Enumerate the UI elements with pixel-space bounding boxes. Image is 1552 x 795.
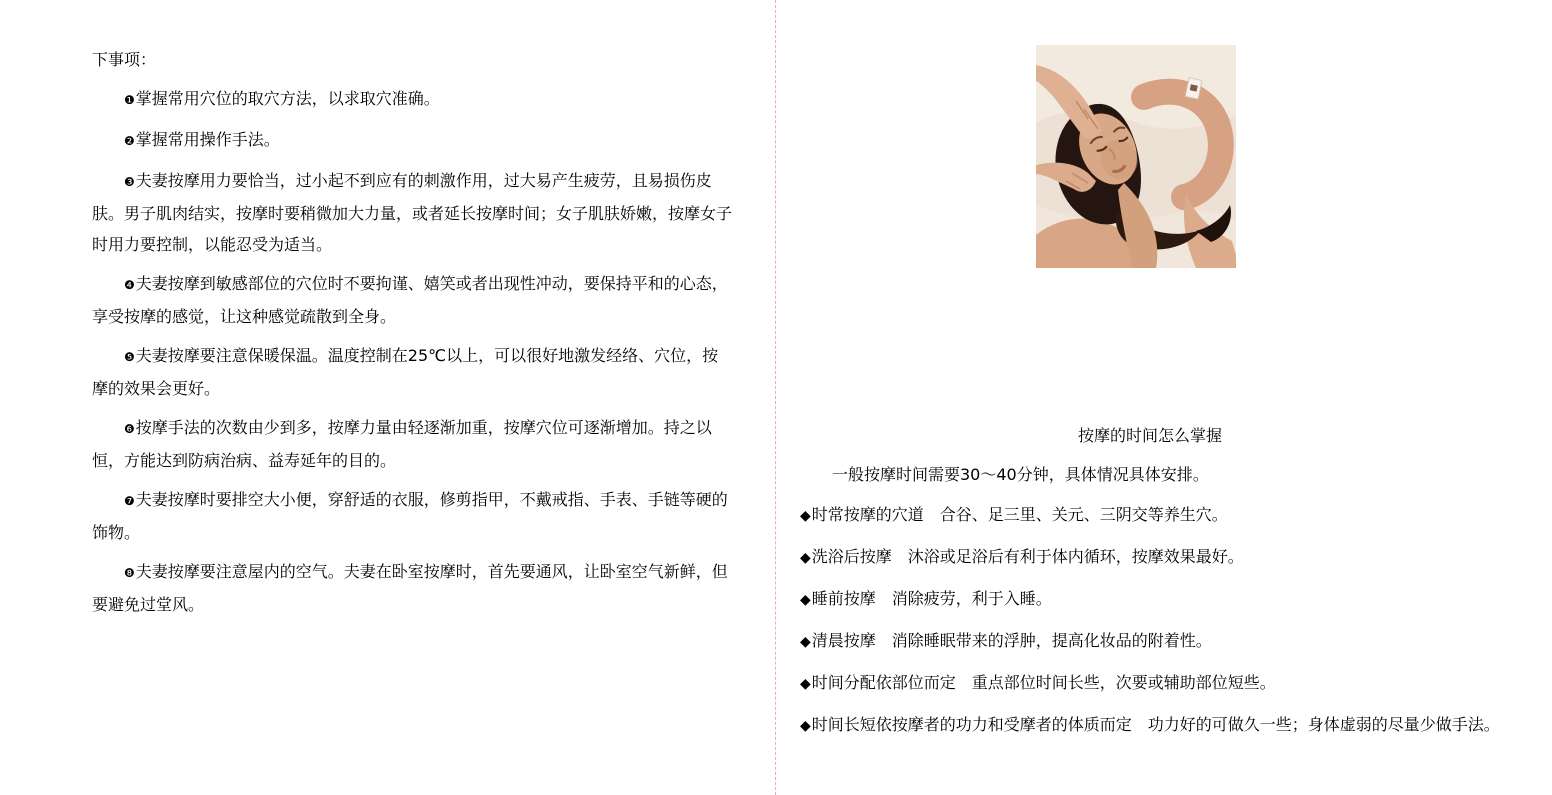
bullet-item-5 <box>92 340 733 404</box>
tip-item-2 <box>800 541 1500 574</box>
bullet-item-4 <box>92 268 733 332</box>
bullet-text: 夫妻按摩要注意保暖保温。温度控制在25℃以上，可以很好地激发经络、穴位，按摩的效果会更好。 <box>92 346 719 398</box>
circled-number-3-icon: ❸ <box>124 175 136 189</box>
tip-item-5 <box>800 667 1500 700</box>
section-intro: 一般按摩时间需要30～40分钟，具体情况具体安排。 <box>832 465 1209 484</box>
tip-item-4 <box>800 625 1500 658</box>
bullet-item-6 <box>92 412 733 476</box>
diamond-bullet-icon: ◆ <box>800 676 811 692</box>
diamond-bullet-icon: ◆ <box>800 634 811 650</box>
tip-item-1 <box>800 499 1500 532</box>
bullet-text: 夫妻按摩用力要恰当，过小起不到应有的刺激作用，过大易产生疲劳，且易损伤皮肤。男子肌肉结实，按摩时要稍微加大力量，或者延长按摩时间；女子肌肤娇嫩，按摩女子时用力要控制，以能忍受为适当。 <box>92 171 733 254</box>
tip-item-6 <box>800 709 1500 742</box>
tip-text: 睡前按摩 消除疲劳，利于入睡。 <box>811 589 1052 608</box>
bullet-item-1 <box>92 83 733 116</box>
tip-text: 时间长短依按摩者的功力和受摩者的体质而定 功力好的可做久一些；身体虚弱的尽量少做手法。 <box>811 715 1500 734</box>
diamond-bullet-icon: ◆ <box>800 592 811 608</box>
bullet-text: 夫妻按摩时要排空大小便，穿舒适的衣服，修剪指甲，不戴戒指、手表、手链等硬的饰物。 <box>92 490 728 542</box>
section-title: 按摩的时间怎么掌握 <box>1077 426 1222 445</box>
left-page <box>0 0 775 795</box>
bullet-text: 夫妻按摩到敏感部位的穴位时不要拘谨、嬉笑或者出现性冲动，要保持平和的心态，享受按摩的感觉，让这种感觉疏散到全身。 <box>92 274 728 326</box>
bullet-item-7 <box>92 484 733 548</box>
intro-fragment: 下事项： <box>92 50 157 69</box>
tip-text: 时常按摩的穴道 合谷、足三里、关元、三阴交等养生穴。 <box>811 505 1228 524</box>
circled-number-5-icon: ❺ <box>124 350 136 364</box>
bullet-text: 按摩手法的次数由少到多，按摩力量由轻逐渐加重，按摩穴位可逐渐增加。持之以恒，方能达到防病治病、益寿延年的目的。 <box>92 418 712 470</box>
circled-number-1-icon: ❶ <box>124 93 136 107</box>
bullet-text: 掌握常用穴位的取穴方法，以求取穴准确。 <box>135 89 440 108</box>
diamond-bullet-icon: ◆ <box>800 508 811 524</box>
circled-number-4-icon: ❹ <box>124 278 136 292</box>
diamond-bullet-icon: ◆ <box>800 718 811 734</box>
bullet-text: 夫妻按摩要注意屋内的空气。夫妻在卧室按摩时，首先要通风，让卧室空气新鲜，但要避免过堂风。 <box>92 562 728 614</box>
tip-text: 清晨按摩 消除睡眠带来的浮肿，提高化妆品的附着性。 <box>811 631 1212 650</box>
facial-massage-photo <box>1036 45 1236 268</box>
diamond-bullet-icon: ◆ <box>800 550 811 566</box>
circled-number-6-icon: ❻ <box>124 422 136 436</box>
circled-number-7-icon: ❼ <box>124 494 136 508</box>
circled-number-8-icon: ❽ <box>124 566 136 580</box>
bullet-item-8 <box>92 556 733 620</box>
bullet-text: 掌握常用操作手法。 <box>135 130 280 149</box>
bullet-item-3 <box>92 165 733 260</box>
right-page <box>776 0 1552 795</box>
bullet-item-2 <box>92 124 733 157</box>
tip-text: 洗浴后按摩 沐浴或足浴后有利于体内循环，按摩效果最好。 <box>811 547 1244 566</box>
tip-text: 时间分配依部位而定 重点部位时间长些，次要或辅助部位短些。 <box>811 673 1276 692</box>
tip-item-3 <box>800 583 1500 616</box>
circled-number-2-icon: ❷ <box>124 134 136 148</box>
